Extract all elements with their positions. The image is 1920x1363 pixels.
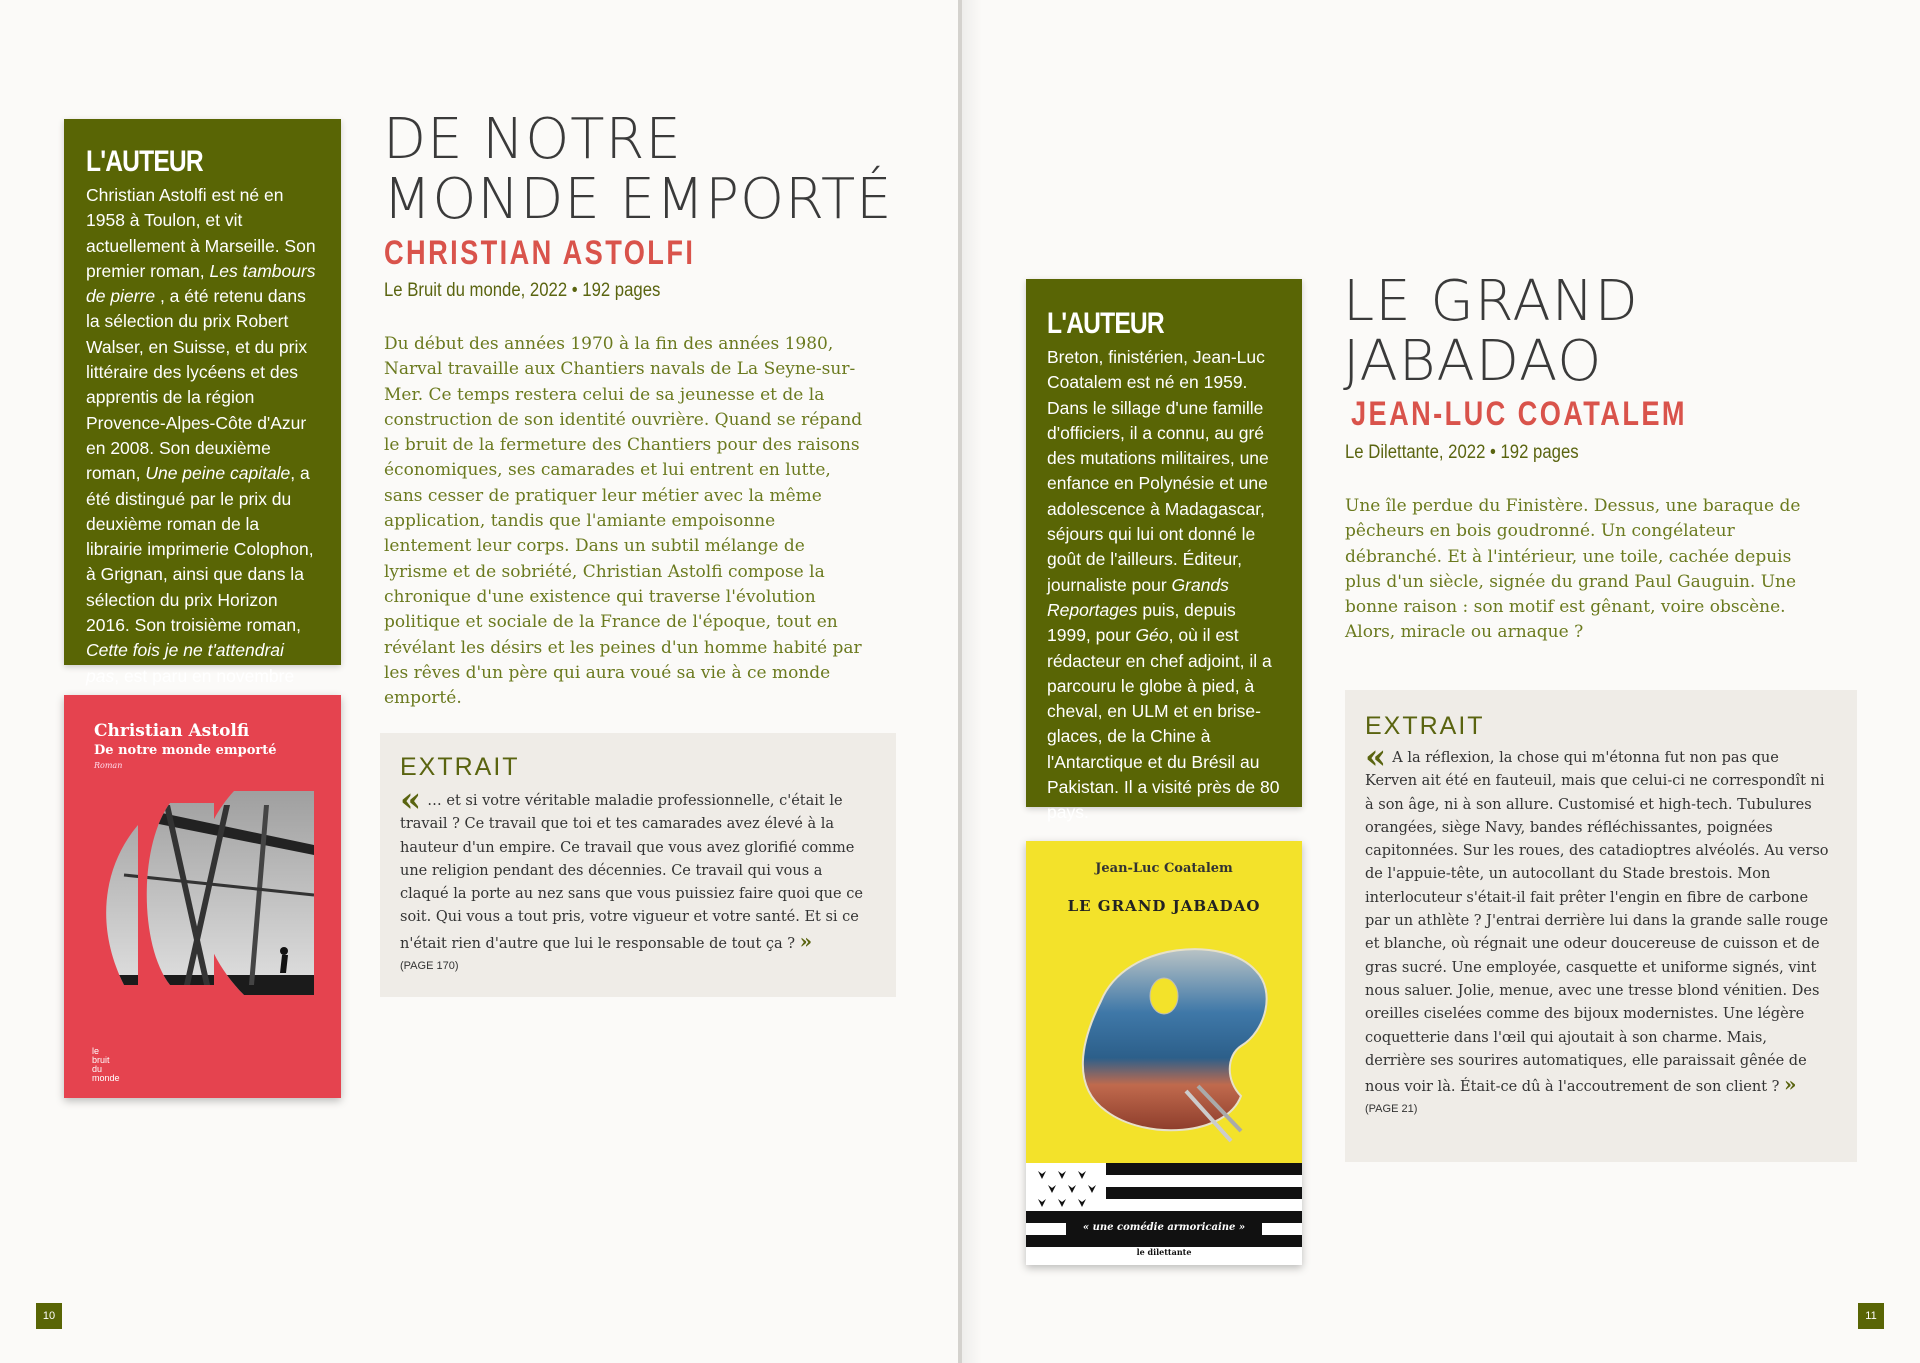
book-author: CHRISTIAN ASTOLFI <box>384 234 696 272</box>
page-number: 10 <box>36 1303 62 1329</box>
author-box <box>64 119 341 686</box>
author-heading: L'AUTEUR <box>1047 307 1164 340</box>
author-box <box>1026 279 1302 823</box>
cover-title: De notre monde emporté <box>94 743 277 758</box>
extract-quote: « A la réflexion, la chose qui m'étonna fut non pas que Kerven ait été en fauteuil, mais que celui-ci ne correspondît ni à son âge, ni à son allure. Customisé et high-tech. Tubulures orangées, siège Navy, bandes réfléchissantes, poignées capitonnées. Sur les roues, des catadioptres alvéolés. Au verso de l'appuie-tête, un autocollant du Stade brestois. Mon interlocuteur s'était-il fait prêter l'engin en fibre de carbone par un athlète ? J'entrai derrière lui dans la grande salle rouge et blanche, où régnait une odeur doucereuse de cuisson et de gras sucré. Une employée, casquette et uniforme signés, vint nous saluer. Jolie, menue, avec une tresse blond vénitien. Des oreilles ciselées comme des bijoux modernistes. Une légère coquetterie dans l'œil qui ajoutait à son charme. Mais, derrière ses sourires automatiques, elle paraissait gênée de nous voir là. Était-ce dû à l'accoutrement de son client ? » <box>1365 737 1829 1097</box>
publisher-info: Le Bruit du monde, 2022 • 192 pages <box>384 280 661 301</box>
cover-author: Jean-Luc Coatalem <box>1095 861 1233 876</box>
author-bio: Breton, finistérien, Jean-Luc Coatalem est né en 1959. Dans le sillage d'une famille d'officiers, il a connu, au gré des mutations militaires, une enfance en Polynésie et une adolescence à Madagascar, séjours qui lui ont donné le goût de l'ailleurs. Éditeur, journaliste pour Grands Reportages puis, depuis 1999, pour Géo, où il est rédacteur en chef adjoint, il a parcouru le globe à pied, à cheval, en ULM et en brise-glaces, de la Chine à l'Antarctique et du Brésil au Pakistan. Il a visité près de 80 pays. <box>1047 347 1280 823</box>
page-gutter <box>958 0 962 1363</box>
extract-heading: EXTRAIT <box>1365 712 1485 740</box>
book-author: JEAN-LUC COATALEM <box>1351 395 1687 433</box>
open-quote-mark: « <box>1365 737 1387 777</box>
extract-page-ref: (PAGE 170) <box>400 960 459 973</box>
cover-tagline: « une comédie armoricaine » <box>1066 1221 1262 1235</box>
book-cover <box>1026 841 1302 1265</box>
book-summary: Du début des années 1970 à la fin des années 1980, Narval travaille aux Chantiers navals de La Seyne-sur-Mer. Ce temps restera celui de sa jeunesse et de la construction de son identité ouvrière. Quand se répand le bruit de la fermeture des Chantiers pour des raisons économiques, ses camarades et lui entrent en lutte, sans cesser de pratiquer leur métier avec la même application, tandis que l'amiante empoisonne lentement leur corps. Dans un subtil mélange de lyrisme et de sobriété, Christian Astolfi compose la chronique d'une existence qui traverse l'évolution politique et sociale de la France de l'époque, tout en révélant les désirs et les peines d'un homme habité par les rêves d'un père qui aura voué sa vie à ce monde emporté. <box>384 334 863 709</box>
book-cover <box>64 695 341 1098</box>
extract-box <box>1345 690 1857 1162</box>
book-title: LE GRAND JABADAO <box>1343 269 1639 394</box>
book-summary: Une île perdue du Finistère. Dessus, une baraque de pêcheurs en bois goudronné. Un congélateur débranché. Et à l'intérieur, une toile, cachée depuis plus d'un siècle, signée du grand Paul Gauguin. Une bonne raison : son motif est gênant, voire obscène. Alors, miracle ou arnaque ? <box>1345 496 1801 643</box>
author-bio: Christian Astolfi est né en 1958 à Toulon, et vit actuellement à Marseille. Son premier roman, Les tambours de pierre , a été retenu dans la sélection du prix Robert Walser, en Suisse, et du prix littéraire des lycéens et des apprentis de la région Provence-Alpes-Côte d'Azur en 2008. Son deuxième roman, Une peine capitale, a été distingué par le prix du deuxième roman de la librairie imprimerie Colophon, à Grignan, ainsi que dans la sélection du prix Horizon 2016. Son troisième roman, Cette fois je ne t'attendrai pas, est paru en novembre <box>86 185 316 686</box>
close-quote-mark: » <box>799 928 813 953</box>
cover-palette-illustration <box>1026 841 1302 1265</box>
cover-publisher: le dilettante <box>1136 1247 1192 1257</box>
book-title: DE NOTRE MONDE EMPORTÉ <box>383 107 893 232</box>
close-quote-mark: » <box>1784 1072 1797 1097</box>
author-heading: L'AUTEUR <box>86 145 203 178</box>
cover-illustration <box>64 695 341 1098</box>
extract-page-ref: (PAGE 21) <box>1365 1103 1418 1116</box>
extract-quote: « … et si votre véritable maladie professionnelle, c'était le travail ? Ce travail que toi et tes camarades avez élevé à la hauteur d'un empire. Ce travail que vous avez glorifié comme une religion pendant des décennies. Ce travail qui vous a claqué la porte au nez sans que vous puissiez faire quoi que ce soit. Qui vous a tout pris, votre vigueur et votre santé. Et si ce n'était rien d'autre que lui le responsable de tout ça ? » <box>400 780 863 953</box>
cover-title: LE GRAND JABADAO <box>1067 897 1261 915</box>
open-quote-mark: « <box>400 780 422 820</box>
page-number: 11 <box>1858 1303 1884 1329</box>
extract-heading: EXTRAIT <box>400 753 520 781</box>
cover-publisher: le bruit du monde <box>92 1046 120 1083</box>
extract-box <box>380 733 896 997</box>
cover-author: Christian Astolfi <box>94 721 250 741</box>
publisher-info: Le Dilettante, 2022 • 192 pages <box>1345 442 1579 463</box>
cover-genre: Roman <box>94 761 123 770</box>
